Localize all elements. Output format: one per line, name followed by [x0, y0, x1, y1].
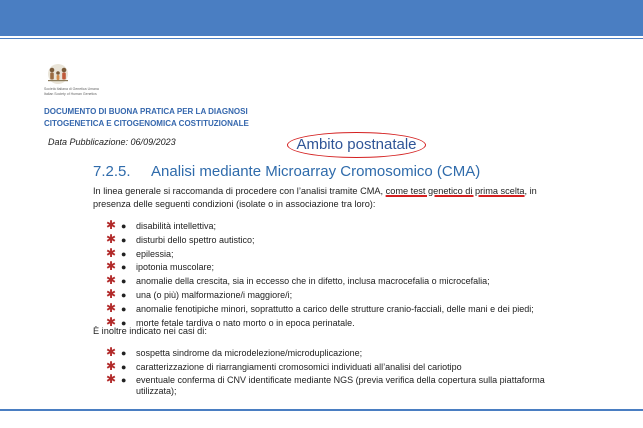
document-title-line: CITOGENETICA E CITOGENOMICA COSTITUZIONALE: [44, 119, 249, 128]
red-star-icon: ✱: [106, 286, 117, 301]
bullet-icon: ●: [121, 221, 127, 231]
list-item: [106, 245, 534, 262]
red-star-icon: ✱: [106, 358, 117, 373]
list-item: [106, 286, 534, 303]
list-item-text: ipotonia muscolare;: [136, 262, 215, 273]
section-title: Analisi mediante Microarray Cromosomico (CMA): [151, 163, 481, 180]
document-title: [44, 106, 249, 130]
bullet-icon: ●: [121, 262, 127, 273]
list-item-text: epilessia;: [136, 248, 174, 259]
bullet-icon: ●: [121, 234, 127, 245]
conditions-list: [106, 220, 534, 330]
intro-text-end: , in presenza delle seguenti condizioni (isolate o in associazione tra loro):: [93, 186, 537, 209]
red-star-icon: ✱: [106, 273, 117, 288]
list-item-text: caratterizzazione di riarrangiamenti cromosomici individuati all’analisi del cariotipo: [136, 361, 462, 372]
red-star-icon: ✱: [106, 218, 117, 232]
list-item: [106, 300, 534, 317]
list-item: [106, 275, 534, 289]
callout-text: Ambito postnatale: [296, 136, 417, 153]
list-item: [106, 261, 534, 275]
list-item-text: morte fetale tardiva o nato morto o in epoca perinatale.: [136, 317, 355, 328]
society-name: Società Italiana di Genetica Umana: [44, 87, 99, 91]
section-heading: [93, 163, 480, 180]
also-indicated-label: È inoltre indicato nei casi di:: [93, 326, 207, 336]
list-item: [106, 371, 556, 397]
red-star-icon: ✱: [106, 314, 117, 329]
bullet-icon: ●: [121, 317, 127, 328]
other-cases-list: [106, 347, 556, 397]
bottom-divider: [0, 409, 643, 411]
red-star-icon: ✱: [106, 371, 117, 386]
red-star-icon: ✱: [106, 300, 117, 315]
society-name-english: Italian Society of Human Genetics: [44, 92, 97, 96]
family-logo-icon: [44, 63, 72, 85]
bullet-icon: ●: [121, 374, 127, 385]
postnatal-callout: [287, 132, 426, 158]
red-star-icon: ✱: [106, 345, 117, 359]
publication-date: Data Pubblicazione: 06/09/2023: [48, 137, 176, 147]
list-item: [106, 231, 534, 248]
bullet-icon: ●: [121, 276, 127, 287]
top-divider: [0, 38, 643, 39]
list-item-text: anomalie fenotipiche minori, soprattutto a carico delle strutture cranio-facciali, delle mani e dei piedi;: [136, 303, 534, 314]
bullet-icon: ●: [121, 289, 127, 300]
bullet-icon: ●: [121, 303, 127, 314]
list-item-text: disturbi dello spettro autistico;: [136, 234, 255, 245]
document-title-line: DOCUMENTO DI BUONA PRATICA PER LA DIAGNOSI: [44, 107, 248, 116]
list-item-text: una (o più) malformazione/i maggiore/i;: [136, 289, 293, 300]
intro-text: In linea generale si raccomanda di procedere con l’analisi tramite CMA,: [93, 186, 386, 196]
list-item: [106, 220, 534, 234]
top-banner: [0, 0, 643, 36]
red-star-icon: ✱: [106, 259, 117, 274]
section-number: 7.2.5.: [93, 163, 131, 180]
list-item-text: eventuale conferma di CNV identificate mediante NGS (previa verifica della copertura sulla piattaforma utilizzata);: [136, 374, 545, 396]
red-star-icon: ✱: [106, 245, 117, 260]
list-item-text: anomalie della crescita, sia in eccesso che in difetto, inclusa macrocefalia o microcefalia;: [136, 276, 490, 287]
bullet-icon: ●: [121, 248, 127, 259]
bullet-icon: ●: [121, 361, 127, 372]
intro-paragraph: [93, 185, 573, 211]
list-item: [106, 347, 556, 361]
list-item: [106, 358, 556, 375]
first-choice-highlight: come test genetico di prima scelta: [385, 186, 525, 196]
list-item-text: sospetta sindrome da microdelezione/microduplicazione;: [136, 348, 363, 358]
red-star-icon: ✱: [106, 231, 117, 246]
bullet-icon: ●: [121, 348, 127, 358]
list-item-text: disabilità intellettiva;: [136, 221, 217, 231]
